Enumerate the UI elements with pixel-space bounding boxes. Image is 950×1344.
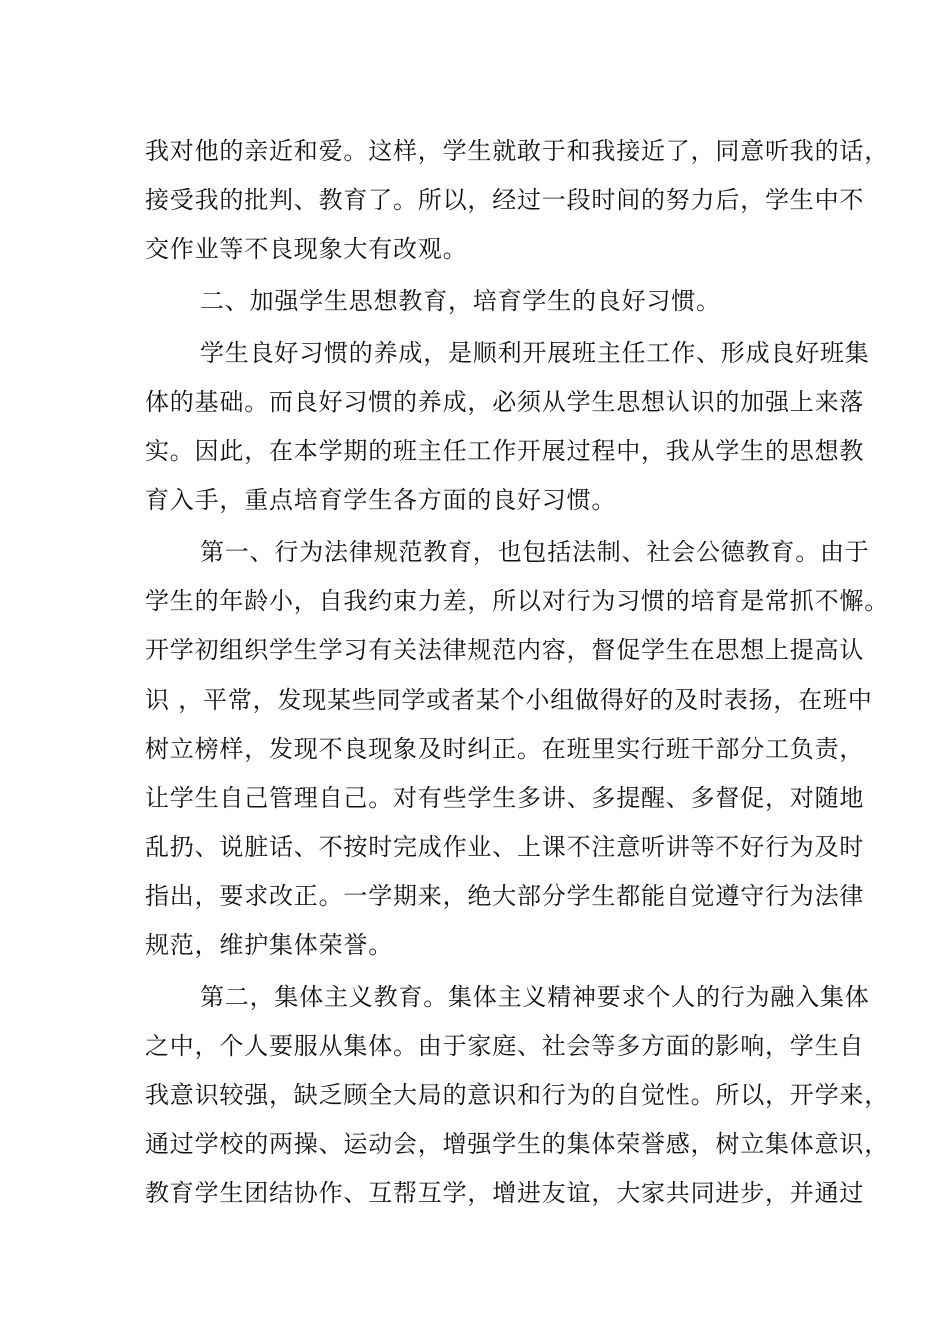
text-line: 接受我的批判、教育了。所以，经过一段时间的努力后，学生中不: [145, 186, 865, 214]
text-line: 第一、行为法律规范教育，也包括法制、社会公德教育。由于: [200, 538, 870, 566]
text-line: 规范，维护集体荣誉。: [145, 931, 393, 959]
section-heading: 二、加强学生思想教育，培育学生的良好习惯。: [200, 287, 721, 315]
text-line: 实。因此，在本学期的班主任工作开展过程中，我从学生的思想教: [145, 437, 865, 465]
text-line: 开学初组织学生学习有关法律规范内容，督促学生在思想上提高认: [145, 636, 865, 664]
text-line: 我意识较强，缺乏顾全大局的意识和行为的自觉性。所以，开学来，: [145, 1081, 889, 1109]
text-line: 树立榜样，发现不良现象及时纠正。在班里实行班干部分工负责，: [145, 735, 865, 763]
text-line: 让学生自己管理自己。对有些学生多讲、多提醒、多督促，对随地: [145, 784, 865, 812]
text-line: 教育学生团结协作、互帮互学，增进友谊，大家共同进步，并通过: [145, 1179, 865, 1207]
text-line: 育入手，重点培育学生各方面的良好习惯。: [145, 486, 617, 514]
text-line: 通过学校的两操、运动会，增强学生的集体荣誉感，树立集体意识，: [145, 1130, 889, 1158]
text-line: 交作业等不良现象大有改观。: [145, 235, 468, 263]
text-line: 我对他的亲近和爱。这样，学生就敢于和我接近了，同意听我的话，: [145, 137, 889, 165]
text-line: 乱扔、说脏话、不按时完成作业、上课不注意听讲等不好行为及时: [145, 833, 865, 861]
text-line: 识 ，平常，发现某些同学或者某个小组做得好的及时表扬，在班中: [145, 686, 873, 714]
text-line: 第二，集体主义教育。集体主义精神要求个人的行为融入集体: [200, 983, 870, 1011]
text-line: 指出，要求改正。一学期来，绝大部分学生都能自觉遵守行为法律: [145, 882, 865, 910]
text-line: 之中，个人要服从集体。由于家庭、社会等多方面的影响，学生自: [145, 1032, 865, 1060]
text-line: 学生良好习惯的养成，是顺利开展班主任工作、形成良好班集: [200, 339, 870, 367]
text-line: 体的基础。而良好习惯的养成，必须从学生思想认识的加强上来落: [145, 388, 865, 416]
text-line: 学生的年龄小，自我约束力差，所以对行为习惯的培育是常抓不懈。: [145, 587, 889, 615]
